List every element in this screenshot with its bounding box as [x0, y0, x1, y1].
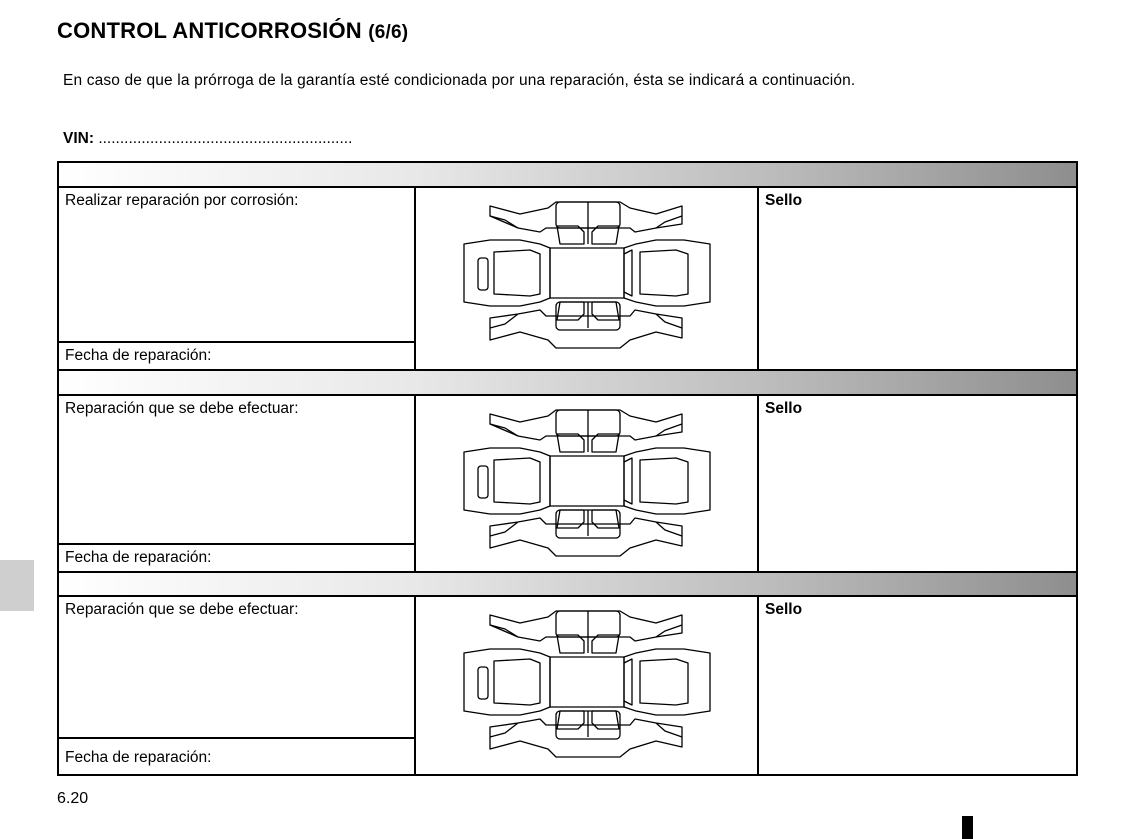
repair-cell[interactable] — [59, 396, 416, 571]
car-diagram-cell — [416, 597, 759, 774]
page-title — [57, 18, 408, 44]
repair-cell[interactable] — [59, 188, 416, 369]
repair-cell[interactable] — [59, 597, 416, 774]
vin-field[interactable]: ........................................................... — [98, 130, 353, 147]
repair-label: Realizar reparación por corrosión: — [65, 192, 299, 209]
section-header-band — [59, 571, 1076, 597]
car-body-diagram-icon[interactable] — [460, 607, 715, 767]
repair-row — [59, 396, 1076, 571]
stamp-cell[interactable] — [759, 396, 1076, 571]
page-title-suffix: (6/6) — [368, 22, 409, 43]
vin-line — [63, 130, 352, 148]
stamp-cell[interactable] — [759, 188, 1076, 369]
repair-date-label: Fecha de reparación: — [65, 749, 212, 766]
section-header-band — [59, 369, 1076, 396]
car-diagram-cell — [416, 188, 759, 369]
chapter-tab — [0, 560, 34, 611]
stamp-label: Sello — [765, 400, 803, 417]
stamp-label: Sello — [765, 192, 803, 209]
car-diagram-cell — [416, 396, 759, 571]
corner-mark — [962, 816, 973, 839]
repair-date-field[interactable] — [59, 341, 414, 369]
repair-date-field[interactable] — [59, 543, 414, 571]
repair-date-field[interactable] — [59, 737, 414, 774]
repair-date-label: Fecha de reparación: — [65, 549, 212, 566]
intro-text: En caso de que la prórroga de la garantía esté condicionada por una reparación, ésta se indicará a continuación. — [63, 72, 856, 89]
page-title-text: CONTROL ANTICORROSIÓN — [57, 18, 362, 43]
page-number: 6.20 — [57, 790, 89, 807]
repair-label: Reparación que se debe efectuar: — [65, 400, 299, 417]
repair-form — [57, 161, 1078, 776]
repair-label: Reparación que se debe efectuar: — [65, 601, 299, 618]
repair-date-label: Fecha de reparación: — [65, 347, 212, 364]
section-header-band — [59, 163, 1076, 188]
stamp-label: Sello — [765, 601, 803, 618]
repair-row — [59, 597, 1076, 774]
car-body-diagram-icon[interactable] — [460, 198, 715, 358]
car-body-diagram-icon[interactable] — [460, 406, 715, 566]
repair-row — [59, 188, 1076, 369]
stamp-cell[interactable] — [759, 597, 1076, 774]
vin-label: VIN: — [63, 130, 94, 147]
